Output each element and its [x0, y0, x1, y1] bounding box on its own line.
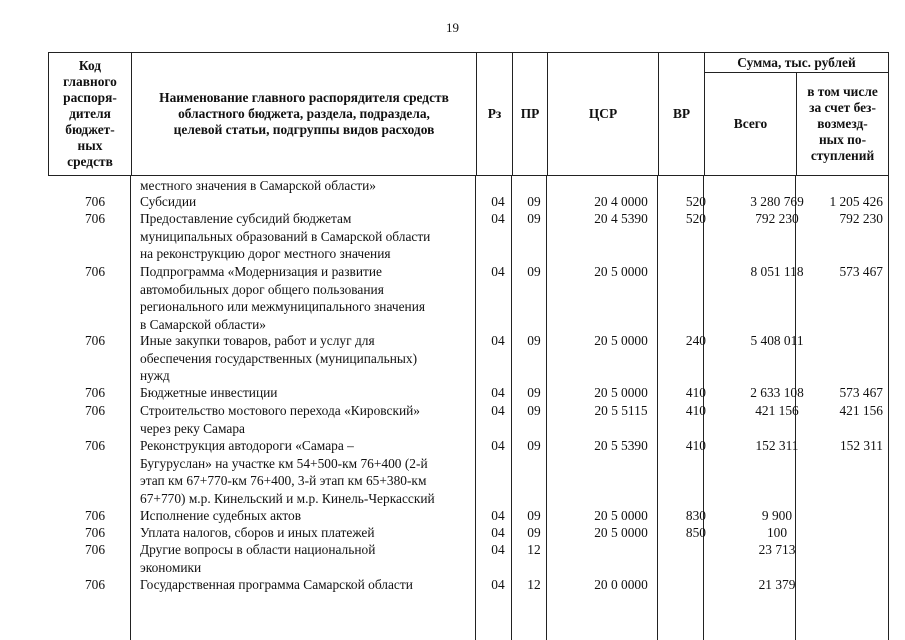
row-free: 152 311 [839, 438, 883, 453]
row-rz: 04 [491, 403, 505, 418]
row-total: 792 230 [755, 211, 799, 226]
row-name: Иные закупки товаров, работ и услуг для обеспечения государственных (муниципальных) нужд [140, 333, 418, 383]
row-vr: 850 [685, 525, 706, 540]
header-code: Код главного распоря- дителя бюджет- ных средств [63, 58, 117, 169]
row-name: Исполнение судебных актов [140, 508, 302, 523]
header-free: в том числе за счет без- возмезд- ных по- ступлений [807, 84, 878, 163]
row-vr: 520 [685, 211, 706, 226]
row-total: 421 156 [755, 403, 799, 418]
row-rz: 04 [491, 525, 505, 540]
row-csr: 20 5 0000 [594, 264, 648, 279]
row-name: Бюджетные инвестиции [140, 385, 278, 400]
row-pr: 12 [527, 542, 541, 557]
row-rz: 04 [491, 333, 505, 348]
header-pr: ПР [520, 106, 540, 121]
row-pr: 09 [527, 385, 541, 400]
row-code: 706 [84, 438, 106, 453]
row-name: Государственная программа Самарской области [140, 577, 413, 592]
row-total: 100 [766, 525, 788, 540]
page-number: 19 [446, 20, 459, 35]
row-pr: 12 [527, 577, 541, 592]
row-vr: 410 [685, 438, 706, 453]
row-csr: 20 4 0000 [594, 194, 648, 209]
row-vr: 410 [685, 403, 706, 418]
row-rz: 04 [491, 211, 505, 226]
row-total: 3 280 769 [750, 194, 804, 209]
row-vr: 830 [685, 508, 706, 523]
row-csr: 20 5 5390 [594, 438, 648, 453]
row-rz: 04 [491, 194, 505, 209]
header-rz: Рз [487, 106, 502, 121]
row-code: 706 [84, 211, 106, 226]
row-vr: 520 [685, 194, 706, 209]
row-rz: 04 [491, 438, 505, 453]
row-pr: 09 [527, 525, 541, 540]
row-rz: 04 [491, 542, 505, 557]
header-vr: ВР [672, 106, 691, 121]
table-header [48, 52, 889, 176]
row-csr: 20 0 0000 [594, 577, 648, 592]
row-name: Предоставление субсидий бюджетам муниципальных образований в Самарской области на реконструкцию дорог местного значения [140, 211, 431, 261]
header-csr: ЦСР [588, 106, 618, 121]
row-name: Строительство мостового перехода «Кировский» через реку Самара [140, 403, 420, 436]
row-free: 1 205 426 [829, 194, 883, 209]
row-total: 5 408 011 [750, 333, 804, 348]
row-name: Другие вопросы в области национальной экономики [140, 542, 376, 575]
row-rz: 04 [491, 264, 505, 279]
row-code: 706 [84, 385, 106, 400]
row-code: 706 [84, 194, 106, 209]
row-name: местного значения в Самарской области» [140, 178, 376, 193]
row-free: 573 467 [839, 385, 883, 400]
row-total: 9 900 [761, 508, 793, 523]
row-code: 706 [84, 333, 106, 348]
row-free: 573 467 [839, 264, 883, 279]
column-divider [888, 176, 889, 640]
row-code: 706 [84, 403, 106, 418]
row-total: 8 051 118 [750, 264, 804, 279]
row-code: 706 [84, 508, 106, 523]
row-code: 706 [84, 577, 106, 592]
row-rz: 04 [491, 508, 505, 523]
row-vr: 240 [685, 333, 706, 348]
row-csr: 20 5 0000 [594, 508, 648, 523]
row-name: Подпрограмма «Модернизация и развитие автомобильных дорог общего пользования регионального или межмуниципального значения в Самарской области» [140, 264, 426, 332]
row-csr: 20 5 0000 [594, 525, 648, 540]
row-code: 706 [84, 525, 106, 540]
row-pr: 09 [527, 438, 541, 453]
row-pr: 09 [527, 508, 541, 523]
row-code: 706 [84, 264, 106, 279]
row-pr: 09 [527, 194, 541, 209]
row-free: 421 156 [839, 403, 883, 418]
row-csr: 20 5 0000 [594, 385, 648, 400]
row-pr: 09 [527, 264, 541, 279]
row-total: 152 311 [755, 438, 799, 453]
row-code: 706 [84, 542, 106, 557]
header-total: Всего [733, 116, 768, 131]
header-name: Наименование главного распорядителя средств областного бюджета, раздела, подраздела, целевой статьи, подгруппы видов расходов [159, 90, 449, 137]
row-csr: 20 5 0000 [594, 333, 648, 348]
row-csr: 20 4 5390 [594, 211, 648, 226]
row-rz: 04 [491, 385, 505, 400]
row-name: Уплата налогов, сборов и иных платежей [140, 525, 375, 540]
row-pr: 09 [527, 211, 541, 226]
row-total: 2 633 108 [750, 385, 804, 400]
row-total: 23 713 [758, 542, 796, 557]
row-free: 792 230 [839, 211, 883, 226]
row-total: 21 379 [758, 577, 796, 592]
row-vr: 410 [685, 385, 706, 400]
row-name: Субсидии [140, 194, 197, 209]
row-pr: 09 [527, 333, 541, 348]
row-pr: 09 [527, 403, 541, 418]
row-name: Реконструкция автодороги «Самара – Бугуруслан» на участке км 54+500-км 76+400 (2-й этап км 67+770-км 76+400, 3-й этап км 65+380-км 67+770) м.р. Кинельский и м.р. Кинель-Черкасский [140, 438, 435, 506]
row-csr: 20 5 5115 [594, 403, 648, 418]
row-rz: 04 [491, 577, 505, 592]
header-sum: Сумма, тыс. рублей [737, 54, 856, 70]
